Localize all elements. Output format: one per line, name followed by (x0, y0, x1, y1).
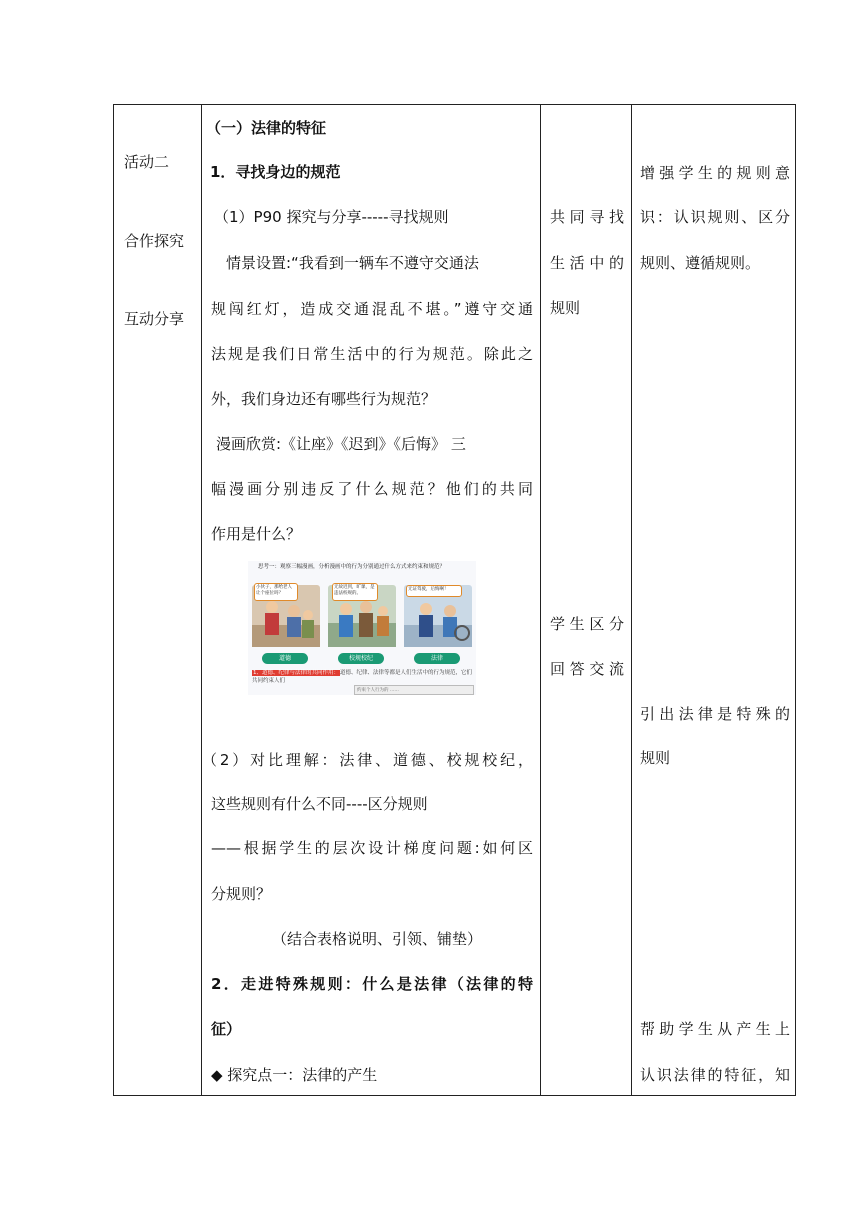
intent-text: 认识法律的特征，知 (640, 1066, 790, 1084)
design-intent-column (632, 105, 796, 1095)
activity-text: 回答交流 (550, 660, 624, 678)
sub-heading: （1）P90 探究与分享-----寻找规则 (214, 208, 449, 226)
note-highlight: 1、道德、纪律与法律的共同作用： (253, 670, 340, 676)
heading: 2．走进特殊规则：什么是法律（法律的特 (211, 975, 533, 993)
intent-text: 帮助学生从产生上 (640, 1020, 790, 1038)
activity-text: 共同寻找 (550, 208, 624, 226)
paragraph-line: （结合表格说明、引领、铺垫） (272, 930, 483, 948)
paragraph-line: 幅漫画分别违反了什么规范？他们的共同 (211, 480, 533, 498)
paragraph-line: 分规则？ (211, 885, 272, 903)
comic-illustration (248, 561, 476, 695)
paragraph-line: 外，我们身边还有哪些行为规范？ (211, 390, 437, 408)
comic-label: 法律 (414, 653, 460, 664)
activity-label: 合作探究 (124, 232, 185, 250)
student-activity-column (541, 105, 631, 1095)
activity-text: 生活中的 (550, 254, 624, 272)
intent-text: 增强学生的规则意 (640, 164, 790, 182)
activity-label: 活动二 (124, 153, 170, 171)
comic-label: 道德 (262, 653, 308, 664)
intent-text: 引出法律是特殊的 (640, 705, 790, 723)
activity-column (114, 105, 201, 1095)
speech-bubble: 小伙子，那给老人让个座位吗？ (254, 583, 298, 601)
activity-text: 学生区分 (550, 615, 624, 633)
lesson-plan-table (113, 104, 796, 1096)
figure-note (252, 669, 474, 691)
sub-heading: 这些规则有什么不同----区分规则 (211, 795, 428, 813)
note-box: 约束个人行为的 …… (354, 685, 474, 695)
content-column (202, 105, 540, 1095)
heading: 1．寻找身边的规范 (210, 163, 341, 181)
speech-bubble: 无证驾驶，后悔啊！ (406, 585, 462, 597)
note-text: 道德、纪律、法律等都是人们生活中的行为规范，它们共同约束人们 (252, 670, 473, 684)
paragraph-line: 作用是什么？ (211, 525, 302, 543)
sub-heading: （2）对比理解：法律、道德、校规校纪， (202, 751, 533, 769)
paragraph-line: ——根据学生的层次设计梯度问题:如何区 (211, 839, 533, 857)
paragraph-line: 法规是我们日常生活中的行为规范。除此之 (211, 345, 533, 363)
paragraph-line: 规闯红灯，造成交通混乱不堪。”遵守交通 (211, 300, 533, 318)
intent-text: 识：认识规则、区分 (640, 208, 790, 226)
section-title: （一）法律的特征 (206, 119, 327, 137)
intent-text: 规则、遵循规则。 (640, 254, 761, 272)
speech-bubble: 无故迟到，旷课，是违法校规的。 (332, 583, 378, 601)
activity-label: 互动分享 (124, 310, 185, 328)
paragraph-line: 漫画欣赏:《让座》《迟到》《后悔》 三 (216, 435, 466, 453)
intent-text: 规则 (640, 749, 671, 767)
heading: 征） (211, 1020, 242, 1038)
figure-question: 思考一：观察三幅漫画，分析漫画中的行为分别通过什么方式来约束和规范？ (258, 564, 446, 570)
activity-text: 规则 (550, 299, 581, 317)
paragraph-line: 情景设置:“我看到一辆车不遵守交通法 (226, 254, 479, 272)
comic-label: 校规校纪 (338, 653, 384, 664)
bullet-item: ◆ 探究点一：法律的产生 (211, 1066, 378, 1084)
